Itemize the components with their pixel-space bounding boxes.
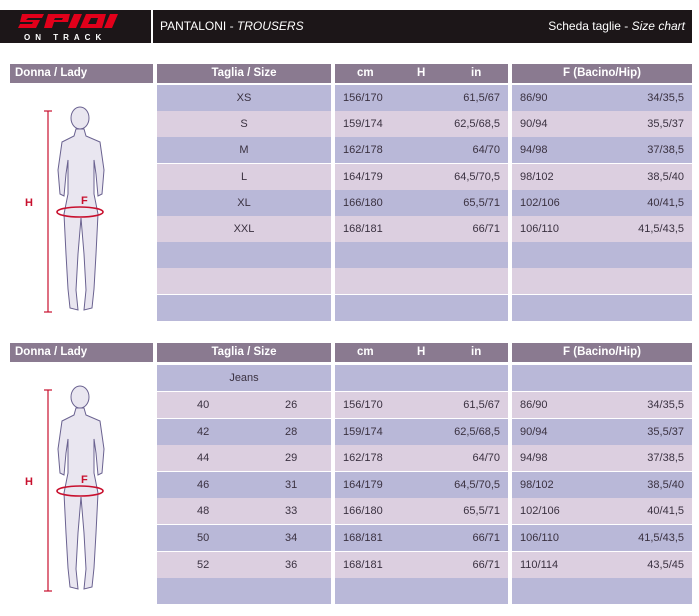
hip-cell bbox=[512, 525, 692, 551]
height-cm: 164/179 bbox=[343, 170, 383, 183]
hip-in: 40/41,5 bbox=[647, 505, 684, 518]
cm-label-2: cm bbox=[357, 346, 374, 358]
hip-cell bbox=[512, 190, 692, 216]
height-cell bbox=[335, 268, 508, 294]
jeans-size: 36 bbox=[285, 558, 298, 571]
height-cm: 166/180 bbox=[343, 196, 383, 209]
height-header-2 bbox=[335, 343, 508, 362]
height-in: 62,5/68,5 bbox=[454, 425, 500, 438]
hip-cell bbox=[512, 85, 692, 111]
eu-size: 46 bbox=[197, 478, 210, 491]
height-in: 66/71 bbox=[472, 558, 500, 571]
size-cell bbox=[157, 392, 331, 418]
hip-cell bbox=[512, 392, 692, 418]
hip-in: 38,5/40 bbox=[647, 170, 684, 183]
height-in: 61,5/67 bbox=[463, 92, 500, 104]
height-cell bbox=[335, 216, 508, 242]
hip-cell bbox=[512, 295, 692, 321]
figure-header: Donna / Lady bbox=[10, 64, 153, 83]
eu-size: 48 bbox=[197, 505, 210, 518]
title-italic: TROUSERS bbox=[236, 19, 304, 33]
size-cell: M bbox=[157, 137, 331, 163]
figure-header-2: Donna / Lady bbox=[10, 343, 153, 362]
size-header-2: Taglia / Size bbox=[157, 343, 331, 362]
jeans-size: 28 bbox=[285, 425, 298, 438]
hip-cell bbox=[512, 137, 692, 163]
hip-in: 34/35,5 bbox=[647, 399, 684, 411]
height-in: 64/70 bbox=[472, 144, 500, 157]
size-cell bbox=[157, 472, 331, 498]
height-in: 66/71 bbox=[472, 532, 500, 544]
hip-cm: 90/94 bbox=[520, 425, 548, 438]
jeans-row-h-cell bbox=[335, 365, 508, 391]
height-cell bbox=[335, 498, 508, 524]
height-cm: 168/181 bbox=[343, 532, 383, 544]
marker-f: F bbox=[81, 195, 88, 207]
header-divider bbox=[151, 10, 153, 43]
height-in: 61,5/67 bbox=[463, 399, 500, 411]
height-cm: 168/181 bbox=[343, 558, 383, 571]
height-cell bbox=[335, 445, 508, 471]
height-cm: 162/178 bbox=[343, 452, 383, 465]
hip-in: 34/35,5 bbox=[647, 92, 684, 104]
height-header bbox=[335, 64, 508, 83]
hip-in: 38,5/40 bbox=[647, 478, 684, 491]
height-cell bbox=[335, 419, 508, 445]
hip-in: 35,5/37 bbox=[647, 118, 684, 131]
height-in: 65,5/71 bbox=[463, 196, 500, 209]
height-cell bbox=[335, 525, 508, 551]
in-label: in bbox=[471, 67, 482, 79]
height-in: 64,5/70,5 bbox=[454, 170, 500, 183]
hip-header-2: F (Bacino/Hip) bbox=[512, 343, 692, 362]
height-cm: 156/170 bbox=[343, 399, 383, 411]
hip-cm: 86/90 bbox=[520, 399, 548, 411]
cm-label: cm bbox=[357, 67, 374, 79]
height-cm: 159/174 bbox=[343, 425, 383, 438]
hip-in: 37/38,5 bbox=[647, 452, 684, 465]
height-cm: 168/181 bbox=[343, 223, 383, 235]
height-in: 65,5/71 bbox=[463, 505, 500, 518]
size-cell: XL bbox=[157, 190, 331, 216]
hip-cm: 106/110 bbox=[520, 223, 559, 235]
hip-header: F (Bacino/Hip) bbox=[512, 64, 692, 83]
hip-in: 40/41,5 bbox=[647, 196, 684, 209]
hip-cell bbox=[512, 111, 692, 137]
hip-cm: 102/106 bbox=[520, 505, 560, 518]
hip-cell bbox=[512, 552, 692, 578]
height-cell bbox=[335, 295, 508, 321]
size-cell bbox=[157, 242, 331, 268]
marker-f-2: F bbox=[81, 474, 88, 486]
size-chart-title bbox=[548, 19, 685, 33]
height-cell bbox=[335, 578, 508, 604]
hip-cell bbox=[512, 216, 692, 242]
hip-in: 37/38,5 bbox=[647, 144, 684, 157]
brand-tagline: ON TRACK bbox=[24, 33, 107, 42]
jeans-size: 29 bbox=[285, 452, 298, 465]
hip-cm: 102/106 bbox=[520, 196, 560, 209]
size-cell: L bbox=[157, 164, 331, 190]
height-cm: 166/180 bbox=[343, 505, 383, 518]
jeans-size: 34 bbox=[285, 532, 298, 544]
height-in: 62,5/68,5 bbox=[454, 118, 500, 131]
spidi-logo-icon bbox=[18, 11, 138, 31]
size-cell: XXL bbox=[157, 216, 331, 242]
h-label-2: H bbox=[417, 346, 426, 358]
size-cell bbox=[157, 268, 331, 294]
hip-in: 41,5/43,5 bbox=[638, 223, 684, 235]
jeans-size: 31 bbox=[285, 478, 298, 491]
hip-cell bbox=[512, 498, 692, 524]
size-cell: XS bbox=[157, 85, 331, 111]
hip-cm: 86/90 bbox=[520, 92, 548, 104]
hip-cell bbox=[512, 242, 692, 268]
size-cell bbox=[157, 498, 331, 524]
h-label: H bbox=[417, 67, 426, 79]
lady-figure-2 bbox=[10, 363, 153, 601]
height-cm: 164/179 bbox=[343, 478, 383, 491]
size-cell bbox=[157, 578, 331, 604]
height-cell bbox=[335, 552, 508, 578]
jeans-label: Jeans bbox=[229, 372, 259, 384]
height-cell bbox=[335, 137, 508, 163]
height-cell bbox=[335, 472, 508, 498]
height-cm: 162/178 bbox=[343, 144, 383, 157]
height-in: 66/71 bbox=[472, 223, 500, 235]
size-chart-italic: Size chart bbox=[631, 19, 685, 33]
hip-in: 41,5/43,5 bbox=[638, 532, 684, 544]
hip-cell bbox=[512, 164, 692, 190]
height-in: 64,5/70,5 bbox=[454, 478, 500, 491]
height-cell bbox=[335, 111, 508, 137]
in-label-2: in bbox=[471, 346, 482, 358]
eu-size: 40 bbox=[197, 399, 210, 411]
size-cell bbox=[157, 419, 331, 445]
lady-figure bbox=[10, 84, 153, 322]
hip-in: 35,5/37 bbox=[647, 425, 684, 438]
hip-cell bbox=[512, 578, 692, 604]
jeans-label-cell bbox=[157, 365, 331, 391]
eu-size: 44 bbox=[197, 452, 210, 465]
size-cell bbox=[157, 525, 331, 551]
jeans-row-f-cell bbox=[512, 365, 692, 391]
hip-cell bbox=[512, 419, 692, 445]
eu-size: 52 bbox=[197, 558, 210, 571]
size-cell: S bbox=[157, 111, 331, 137]
eu-size: 42 bbox=[197, 425, 210, 438]
height-cm: 156/170 bbox=[343, 92, 383, 104]
hip-cell bbox=[512, 472, 692, 498]
size-cell bbox=[157, 552, 331, 578]
height-in: 64/70 bbox=[472, 452, 500, 465]
hip-cm: 98/102 bbox=[520, 170, 554, 183]
height-cell bbox=[335, 242, 508, 268]
size-cell bbox=[157, 445, 331, 471]
size-header: Taglia / Size bbox=[157, 64, 331, 83]
size-chart-plain: Scheda taglie - bbox=[548, 19, 632, 33]
height-cm: 159/174 bbox=[343, 118, 383, 131]
jeans-size: 33 bbox=[285, 505, 298, 518]
height-cell bbox=[335, 164, 508, 190]
height-cell bbox=[335, 392, 508, 418]
hip-cell bbox=[512, 445, 692, 471]
page-title bbox=[160, 19, 304, 33]
jeans-size: 26 bbox=[285, 399, 298, 411]
hip-cm: 106/110 bbox=[520, 532, 559, 544]
marker-h: H bbox=[25, 197, 33, 209]
size-cell bbox=[157, 295, 331, 321]
hip-cm: 94/98 bbox=[520, 144, 548, 157]
hip-cell bbox=[512, 268, 692, 294]
height-cell bbox=[335, 190, 508, 216]
title-plain: PANTALONI - bbox=[160, 19, 237, 33]
hip-cm: 98/102 bbox=[520, 478, 554, 491]
hip-in: 43,5/45 bbox=[647, 558, 684, 571]
hip-cm: 94/98 bbox=[520, 452, 548, 465]
height-cell bbox=[335, 85, 508, 111]
hip-cm: 110/114 bbox=[520, 558, 559, 571]
brand-logo bbox=[0, 10, 150, 43]
marker-h-2: H bbox=[25, 476, 33, 488]
hip-cm: 90/94 bbox=[520, 118, 548, 131]
eu-size: 50 bbox=[197, 532, 210, 544]
